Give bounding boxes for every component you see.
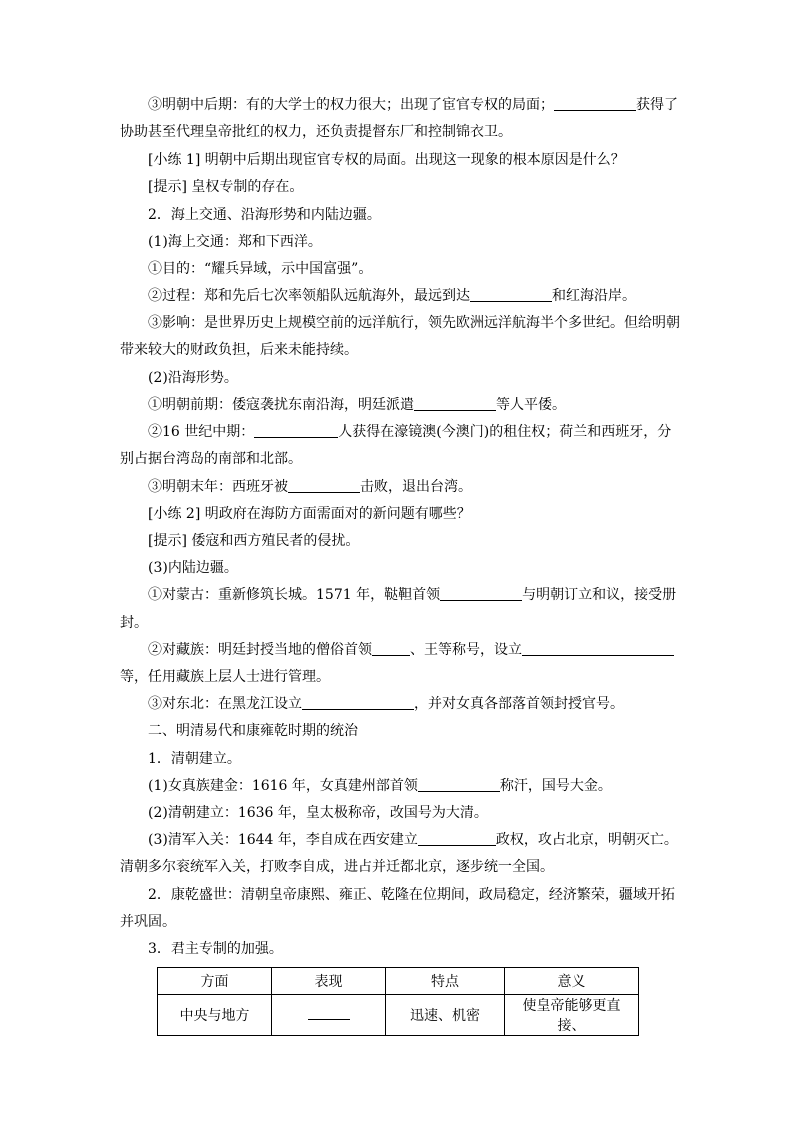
fill-blank[interactable] (418, 777, 500, 792)
subheading: (1)海上交通：郑和下西洋。 (148, 234, 322, 250)
subheading: 1．清朝建立。 (148, 751, 241, 767)
text-line: 封。 (120, 615, 148, 631)
text-line: 并巩固。 (120, 914, 176, 930)
text-line: ①目的：“耀兵异域，示中国富强”。 (148, 261, 373, 277)
fill-blank[interactable] (418, 831, 496, 846)
table-header-cell: 方面 (158, 968, 272, 995)
subheading: (3)内陆边疆。 (148, 560, 238, 576)
fill-blank[interactable] (288, 478, 360, 493)
section-heading: 二、明清易代和康雍乾时期的统治 (148, 723, 358, 739)
subheading: (2)沿海形势。 (148, 370, 238, 386)
text-line: 带来较大的财政负担，后来未能持续。 (120, 342, 358, 358)
practice-question: [小练 2] 明政府在海防方面需面对的新问题有哪些？ (148, 506, 471, 522)
table-row (158, 995, 639, 1036)
hint-text: [提示] 皇权专制的存在。 (148, 179, 304, 195)
fill-blank[interactable] (372, 641, 410, 656)
text-line: (2)清朝建立：1636 年，皇太极称帝，改国号为大清。 (148, 805, 488, 821)
text-line: ③明朝末年：西班牙被 击败，退出台湾。 (148, 479, 472, 495)
table-header-cell: 特点 (386, 968, 505, 995)
table-header-cell: 意义 (505, 968, 639, 995)
table-cell: 迅速、机密 (386, 995, 505, 1036)
fill-blank[interactable] (522, 641, 674, 656)
practice-question: [小练 1] 明朝中后期出现宦官专权的局面。出现这一现象的根本原因是什么？ (148, 152, 625, 168)
autocracy-table (157, 967, 639, 1036)
subheading: 3．君主专制的加强。 (148, 941, 283, 957)
text-line: ①明朝前期：倭寇袭扰东南沿海，明廷派遣 等人平倭。 (148, 397, 566, 413)
text-line: ③影响：是世界历史上规模空前的远洋航行，领先欧洲远洋航海半个多世纪。但给明朝 (148, 315, 680, 331)
text-line: 清朝多尔衮统军入关，打败李自成，进占并迁都北京，逐步统一全国。 (120, 859, 554, 875)
fill-blank[interactable] (470, 287, 552, 302)
text-line: 2．康乾盛世：清朝皇帝康熙、雍正、乾隆在位期间，政局稳定，经济繁荣，疆域开拓 (148, 887, 675, 903)
text-line: (1)女真族建金：1616 年，女真建州部首领 称汗，国号大金。 (148, 778, 612, 794)
table-header-row (158, 968, 639, 995)
text-line: ②对藏族：明廷封授当地的僧俗首领 、王等称号，设立 (148, 640, 708, 660)
fill-blank[interactable] (440, 586, 522, 601)
fill-blank[interactable] (254, 423, 338, 438)
text-line: 别占据台湾岛的南部和北部。 (120, 451, 302, 467)
text-line: ③对东北：在黑龙江设立 ，并对女真各部落首领封授官号。 (148, 696, 624, 712)
table-cell: 使皇帝能够更直接、 (505, 995, 639, 1036)
fill-blank[interactable] (414, 396, 496, 411)
text-line: (3)清军入关：1644 年，李自成在西安建立 政权，攻占北京，明朝灭亡。 (148, 832, 678, 848)
text-line: 协助甚至代理皇帝批红的权力，还负责提督东厂和控制锦衣卫。 (120, 124, 512, 140)
section-heading: 2．海上交通、沿海形势和内陆边疆。 (148, 207, 381, 223)
table-cell-blank[interactable] (272, 995, 386, 1036)
fill-blank[interactable] (302, 695, 414, 710)
text-line: ②过程：郑和先后七次率领船队远航海外，最远到达 和红海沿岸。 (148, 288, 636, 304)
table-header-cell: 表现 (272, 968, 386, 995)
text-line: ②16 世纪中期： 人获得在濠镜澳(今澳门)的租住权；荷兰和西班牙，分 (148, 424, 672, 440)
text-line: ①对蒙古：重新修筑长城。1571 年，鞑靼首领 与明朝订立和议，接受册 (148, 587, 677, 603)
text-line: ③明朝中后期：有的大学士的权力很大；出现了宦官专权的局面； 获得了 (148, 97, 678, 113)
table-cell: 中央与地方 (158, 995, 272, 1036)
fill-blank[interactable] (308, 1007, 350, 1020)
text-line: 等，任用藏族上层人士进行管理。 (120, 669, 330, 685)
hint-text: [提示] 倭寇和西方殖民者的侵扰。 (148, 533, 360, 549)
fill-blank[interactable] (554, 96, 636, 111)
